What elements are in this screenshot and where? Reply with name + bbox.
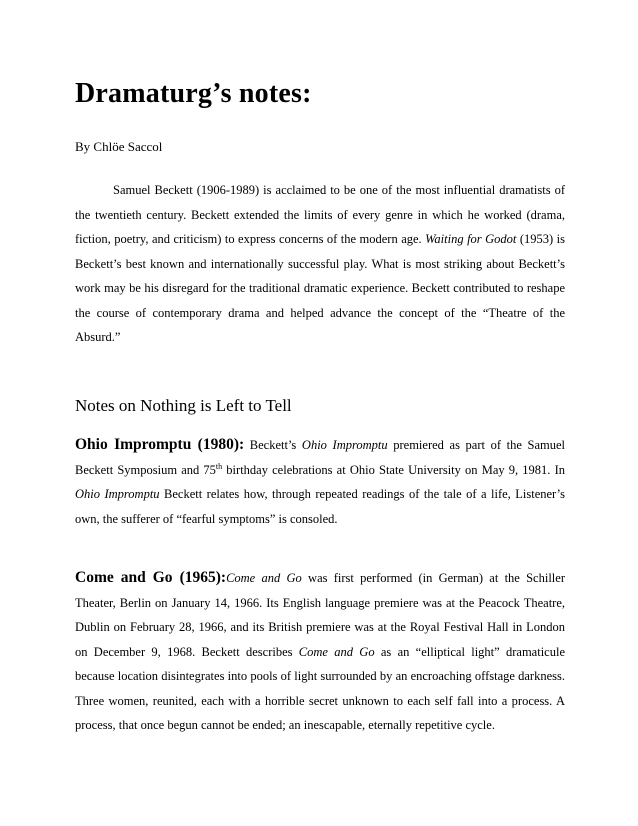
comego-text-1: was first performed (in German) at the Schiller Theater, Berlin on January 14, 1966. Its English language premiere was at the Peacock Theatre, Dublin on February 28, 1966, and its British premiere was at the Royal Festival Hall in London on December 9, 1968. Beckett describes	[75, 571, 565, 659]
page-title: Dramaturg’s notes:	[75, 78, 312, 109]
comego-text-2: as an “elliptical light” dramaticule because location disintegrates into pools of light surrounded by an encroaching offstage darkness. Three women, reunited, each with a horrible secret unknown to each self fall into a process. A process, that once begun cannot be ended; an inescapable, eternally repetitive cycle.	[75, 644, 565, 732]
come-and-go-heading: Come and Go (1965):	[75, 569, 227, 586]
come-and-go-paragraph	[75, 566, 565, 738]
ohio-impromptu-section	[75, 433, 565, 531]
come-and-go-section	[75, 566, 565, 738]
work-title-come-and-go-2: Come and Go	[298, 644, 375, 659]
ohio-text-4: Beckett relates how, through repeated readings of the tale of a life, Listener’s own, the sufferer of “fearful symptoms” is consoled.	[75, 487, 566, 526]
section-heading: Notes on Nothing is Left to Tell	[75, 396, 292, 415]
work-title-ohio-impromptu: Ohio Impromptu	[301, 438, 388, 452]
ohio-text-1: Beckett’s	[244, 438, 302, 452]
intro-paragraph	[75, 178, 565, 350]
work-title-come-and-go: Come and Go	[226, 571, 302, 585]
work-title-waiting-for-godot: Waiting for Godot	[425, 232, 517, 246]
ordinal-suffix: th	[215, 461, 223, 471]
intro-section	[75, 178, 565, 350]
ohio-impromptu-heading: Ohio Impromptu (1980):	[75, 436, 245, 453]
byline: By Chlöe Saccol	[75, 139, 163, 154]
ohio-text-3: birthday celebrations at Ohio State University on May 9, 1981. In	[222, 462, 565, 477]
intro-text-2: (1953) is Beckett’s best known and internationally successful play. What is most striking about Beckett’s work may be his disregard for the traditional dramatic experience. Beckett contributed to reshape the course of contemporary drama and helped advance the concept of the “Theatre of the Absurd.”	[75, 232, 566, 344]
ohio-impromptu-paragraph	[75, 433, 565, 531]
ohio-text-2: premiered as part of the Samuel Beckett Symposium and 75	[75, 438, 565, 477]
work-title-ohio-impromptu-2: Ohio Impromptu	[75, 487, 160, 501]
intro-text-1: Samuel Beckett (1906-1989) is acclaimed to be one of the most influential dramatists of the twentieth century. Beckett extended the limits of every genre in which he worked (drama, fiction, poetry, and criticism) to express concerns of the modern age.	[75, 183, 565, 246]
